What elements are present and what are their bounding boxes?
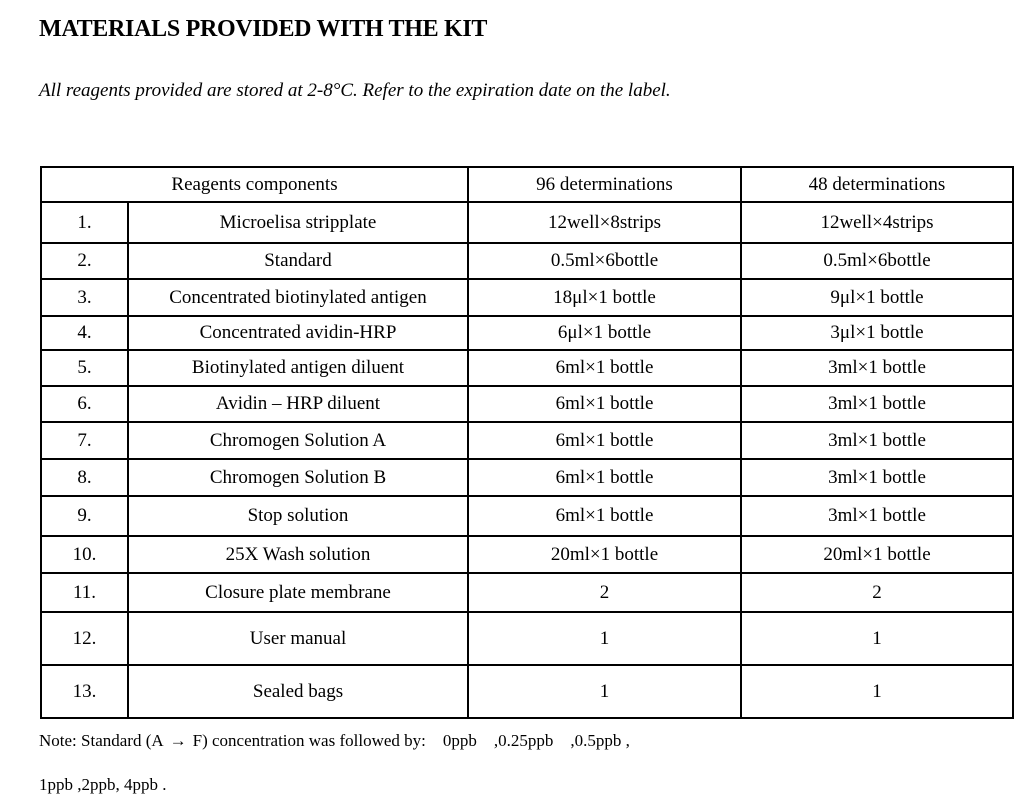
table-row — [41, 350, 1013, 386]
reagent-name: Closure plate membrane — [128, 573, 468, 612]
quantity-48: 3ml×1 bottle — [741, 422, 1013, 459]
row-number: 11. — [41, 573, 128, 612]
reagent-name: Standard — [128, 243, 468, 279]
table-row — [41, 665, 1013, 718]
table-row — [41, 612, 1013, 665]
header-48-determinations: 48 determinations — [741, 167, 1013, 202]
reagent-name: User manual — [128, 612, 468, 665]
header-96-determinations: 96 determinations — [468, 167, 741, 202]
quantity-96: 6ml×1 bottle — [468, 422, 741, 459]
reagent-name: Concentrated avidin-HRP — [128, 316, 468, 350]
table-row — [41, 243, 1013, 279]
row-number: 4. — [41, 316, 128, 350]
standard-concentration-note-continued: 1ppb ,2ppb, 4ppb . — [39, 775, 167, 794]
row-number: 2. — [41, 243, 128, 279]
quantity-48: 1 — [741, 665, 1013, 718]
row-number: 6. — [41, 386, 128, 422]
table-row — [41, 202, 1013, 243]
quantity-48: 3ml×1 bottle — [741, 496, 1013, 536]
note-suffix: F) concentration was followed by: 0ppb ,0.25ppb ,0.5ppb , — [192, 731, 630, 750]
quantity-96: 1 — [468, 612, 741, 665]
quantity-96: 18μl×1 bottle — [468, 279, 741, 316]
quantity-96: 2 — [468, 573, 741, 612]
table-row — [41, 459, 1013, 496]
row-number: 9. — [41, 496, 128, 536]
row-number: 13. — [41, 665, 128, 718]
quantity-96: 1 — [468, 665, 741, 718]
quantity-96: 20ml×1 bottle — [468, 536, 741, 573]
table-row — [41, 386, 1013, 422]
standard-concentration-note — [39, 731, 630, 751]
quantity-48: 3ml×1 bottle — [741, 350, 1013, 386]
row-number: 1. — [41, 202, 128, 243]
quantity-48: 0.5ml×6bottle — [741, 243, 1013, 279]
row-number: 7. — [41, 422, 128, 459]
quantity-96: 6ml×1 bottle — [468, 350, 741, 386]
reagent-name: Chromogen Solution A — [128, 422, 468, 459]
quantity-48: 2 — [741, 573, 1013, 612]
reagent-name: Biotinylated antigen diluent — [128, 350, 468, 386]
quantity-48: 1 — [741, 612, 1013, 665]
materials-table — [40, 166, 1014, 719]
quantity-96: 12well×8strips — [468, 202, 741, 243]
reagent-name: Sealed bags — [128, 665, 468, 718]
page-title: MATERIALS PROVIDED WITH THE KIT — [39, 16, 488, 42]
quantity-96: 0.5ml×6bottle — [468, 243, 741, 279]
row-number: 10. — [41, 536, 128, 573]
quantity-48: 3ml×1 bottle — [741, 386, 1013, 422]
table-row — [41, 496, 1013, 536]
header-reagents-components: Reagents components — [41, 167, 468, 202]
quantity-96: 6ml×1 bottle — [468, 386, 741, 422]
table-row — [41, 573, 1013, 612]
reagent-name: Concentrated biotinylated antigen — [128, 279, 468, 316]
arrow-right-icon: → — [169, 731, 187, 750]
note-prefix: Note: Standard (A — [39, 731, 164, 750]
table-row — [41, 279, 1013, 316]
table-row — [41, 316, 1013, 350]
reagent-name: 25X Wash solution — [128, 536, 468, 573]
reagent-name: Microelisa stripplate — [128, 202, 468, 243]
reagent-name: Avidin – HRP diluent — [128, 386, 468, 422]
storage-note: All reagents provided are stored at 2-8°C. Refer to the expiration date on the label. — [39, 80, 671, 101]
quantity-96: 6ml×1 bottle — [468, 459, 741, 496]
quantity-48: 9μl×1 bottle — [741, 279, 1013, 316]
table-row — [41, 422, 1013, 459]
quantity-48: 12well×4strips — [741, 202, 1013, 243]
reagent-name: Stop solution — [128, 496, 468, 536]
quantity-96: 6μl×1 bottle — [468, 316, 741, 350]
row-number: 12. — [41, 612, 128, 665]
table-header-row — [41, 167, 1013, 202]
reagent-name: Chromogen Solution B — [128, 459, 468, 496]
quantity-48: 3μl×1 bottle — [741, 316, 1013, 350]
row-number: 8. — [41, 459, 128, 496]
quantity-48: 20ml×1 bottle — [741, 536, 1013, 573]
row-number: 3. — [41, 279, 128, 316]
quantity-96: 6ml×1 bottle — [468, 496, 741, 536]
table-row — [41, 536, 1013, 573]
quantity-48: 3ml×1 bottle — [741, 459, 1013, 496]
row-number: 5. — [41, 350, 128, 386]
